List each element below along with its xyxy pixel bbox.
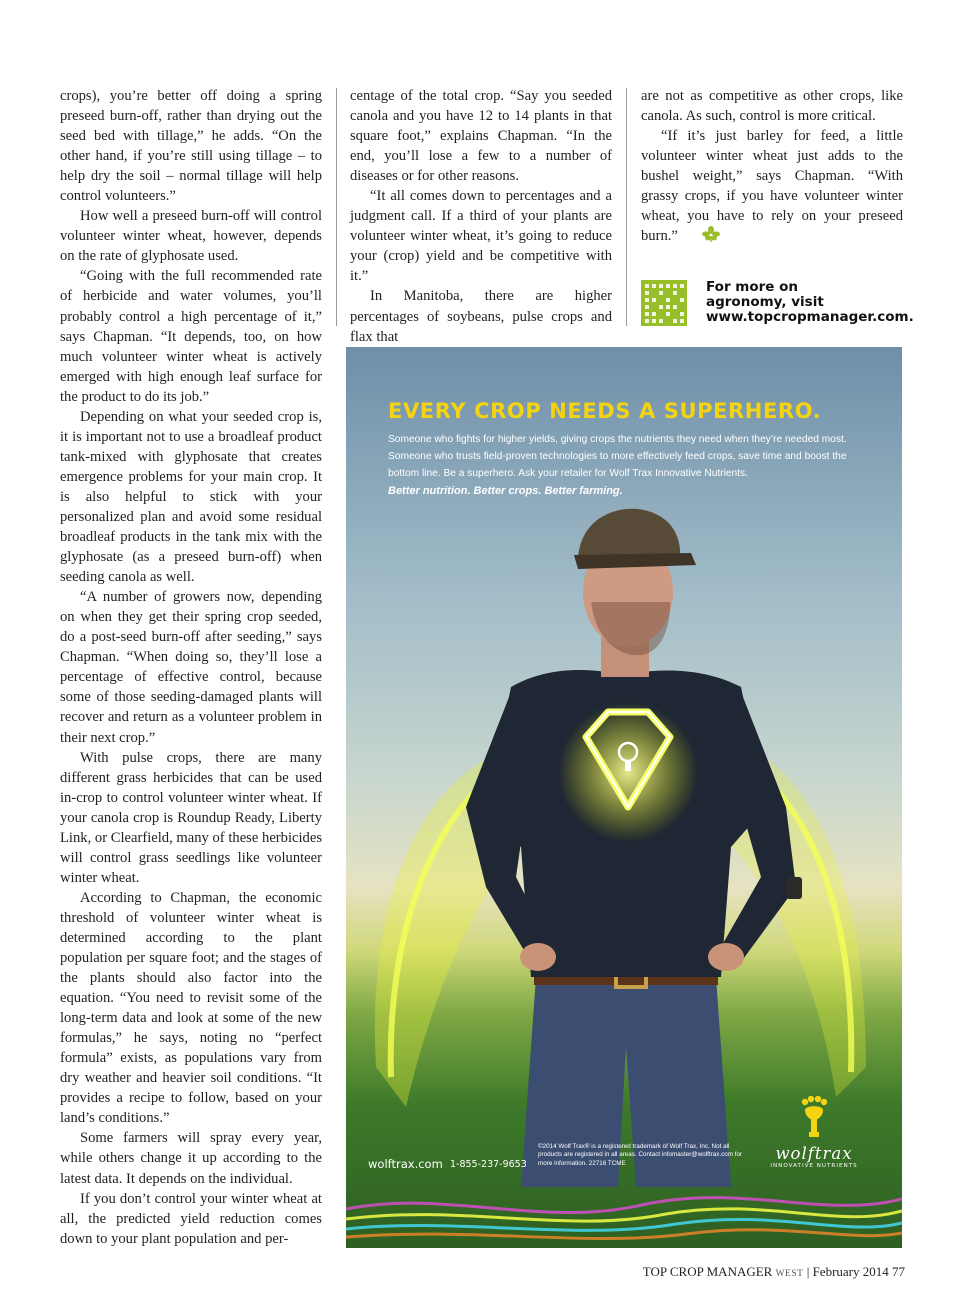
- magazine-edition: WEST: [775, 1269, 804, 1279]
- article-column-3: [641, 86, 903, 248]
- paragraph: “It all comes down to percentages and a judgment call. If a third of your plants are volunteer winter wheat, it’s going to reduce your (crop) yield and be competitive with it.”: [350, 188, 612, 285]
- web-promo: [641, 279, 914, 330]
- paragraph: “Going with the full recommended rate of herbicide and water volumes, you’ll probably control a high percentage of it,” says Chapman. “It depends, too, on how much volunteer winter wheat is actively emerged with high enough leaf surface for the product to do its job.”: [60, 268, 322, 405]
- wolftrax-advertisement: [346, 347, 902, 1248]
- ad-logo-wordmark: wolftrax: [775, 1144, 853, 1163]
- ad-body: Someone who fights for higher yields, giving crops the nutrients they need when they’re needed most. Someone who trusts field-proven technologies to more effectively feed crops, save time and boost the bottom line. Be a superhero. Ask your retailer for Wolf Trax Innovative Nutrients.: [388, 434, 847, 479]
- paragraph: “A number of growers now, depending on when they get their spring crop seeded, do a post-seed burn-off after seeding,” says Chapman. “When doing so, they’ll lose a percentage of effective control, because some of those seeding-damaged plants will recover and return as a volunteer problem in their next crop.”: [60, 589, 322, 746]
- leaf-icon: [682, 226, 720, 248]
- page-footer: [643, 1264, 905, 1280]
- wolftrax-paw-icon: [800, 1096, 828, 1138]
- paragraph: [641, 126, 903, 248]
- footer-separator: |: [806, 1264, 810, 1279]
- paragraph: If you don’t control your winter wheat at all, the predicted yield reduction comes down to your plant population and per-: [60, 1190, 322, 1247]
- article-column-2: [350, 86, 612, 347]
- issue-date: February 2014: [812, 1264, 889, 1279]
- paragraph: In Manitoba, there are higher percentages of soybeans, pulse crops and flax that: [350, 288, 612, 345]
- paragraph-text: “If it’s just barley for feed, a little volunteer winter wheat just adds to the bushel weight,” says Chapman. “With grassy crops, if you have volunteer winter wheat, you have to rely on your preseed burn.”: [641, 128, 903, 245]
- ad-headline: EVERY CROP NEEDS A SUPERHERO.: [388, 399, 822, 423]
- ad-phone: 1-855-237-9653: [450, 1159, 527, 1170]
- paragraph: Some farmers will spray every year, while others change it up according to the latest data. It depends on the individual.: [60, 1130, 322, 1187]
- ad-tagline: Better nutrition. Better crops. Better farming.: [388, 485, 623, 497]
- promo-line: For more on: [706, 279, 799, 295]
- ad-website-link[interactable]: wolftrax.com: [368, 1157, 443, 1171]
- promo-text: [706, 279, 914, 325]
- promo-link[interactable]: www.topcropmanager.com.: [706, 309, 914, 325]
- magazine-name: TOP CROP MANAGER: [642, 1264, 773, 1279]
- column-divider: [626, 88, 627, 326]
- qr-code-icon[interactable]: [641, 280, 687, 326]
- paragraph: are not as competitive as other crops, like canola. As such, control is more critical.: [641, 88, 903, 125]
- column-divider: [336, 88, 337, 326]
- ad-logo-subtitle: INNOVATIVE NUTRIENTS: [770, 1163, 858, 1169]
- paragraph: With pulse crops, there are many different grass herbicides that can be used in-crop to control volunteer winter wheat. If your canola crop is Roundup Ready, Liberty Link, or Clearfield, many of these herbicides will control grass seedlings like volunteer winter wheat.: [60, 749, 322, 886]
- paragraph: centage of the total crop. “Say you seeded canola and you have 12 to 14 plants in that square foot,” explains Chapman. “In the end, you’ll lose a few to a number of diseases or for other reasons.: [350, 88, 612, 185]
- article-column-1: [60, 86, 322, 1249]
- paragraph: According to Chapman, the economic threshold of volunteer winter wheat is determined according to the plant population per square foot; and the stages of the plants should also factor into the equation. “You need to revisit some of the long-term data and look at some of the new formulas,” he says, noting no “perfect formula” exists, as populations vary from dry weather and heavier soil conditions. “It provides a recipe to follow, based on your land’s conditions.”: [60, 889, 322, 1127]
- ad-light-streaks: [346, 1179, 902, 1248]
- paragraph: Depending on what your seeded crop is, it is important not to use a broadleaf product tank-mixed with glyphosate that creates emergence problems for your main crop. It is also helpful to stick with your personalized plan and avoid some residual broadleaf products in the tank mix with the glyphosate (as a preseed burn-off) when seeding canola as well.: [60, 408, 322, 586]
- page-number: 77: [892, 1264, 905, 1279]
- paragraph: crops), you’re better off doing a spring preseed burn-off, rather than drying out the seed bed with tillage,” he adds. “On the other hand, if you’re still using tillage – to help dry the soil – normal tillage will help control volunteers.”: [60, 88, 322, 205]
- promo-line: agronomy, visit: [706, 294, 824, 310]
- paragraph: How well a preseed burn-off will control volunteer winter wheat, however, depends on the rate of glyphosate used.: [60, 208, 322, 265]
- superhero-farmer-image: [346, 507, 902, 1187]
- ad-legal-text: ©2014 Wolf Trax® is a registered trademark of Wolf Trax, Inc. Not all products are registered in all areas. Contact infomaster@wolftrax.com for more information. 22716 TCME: [538, 1143, 743, 1167]
